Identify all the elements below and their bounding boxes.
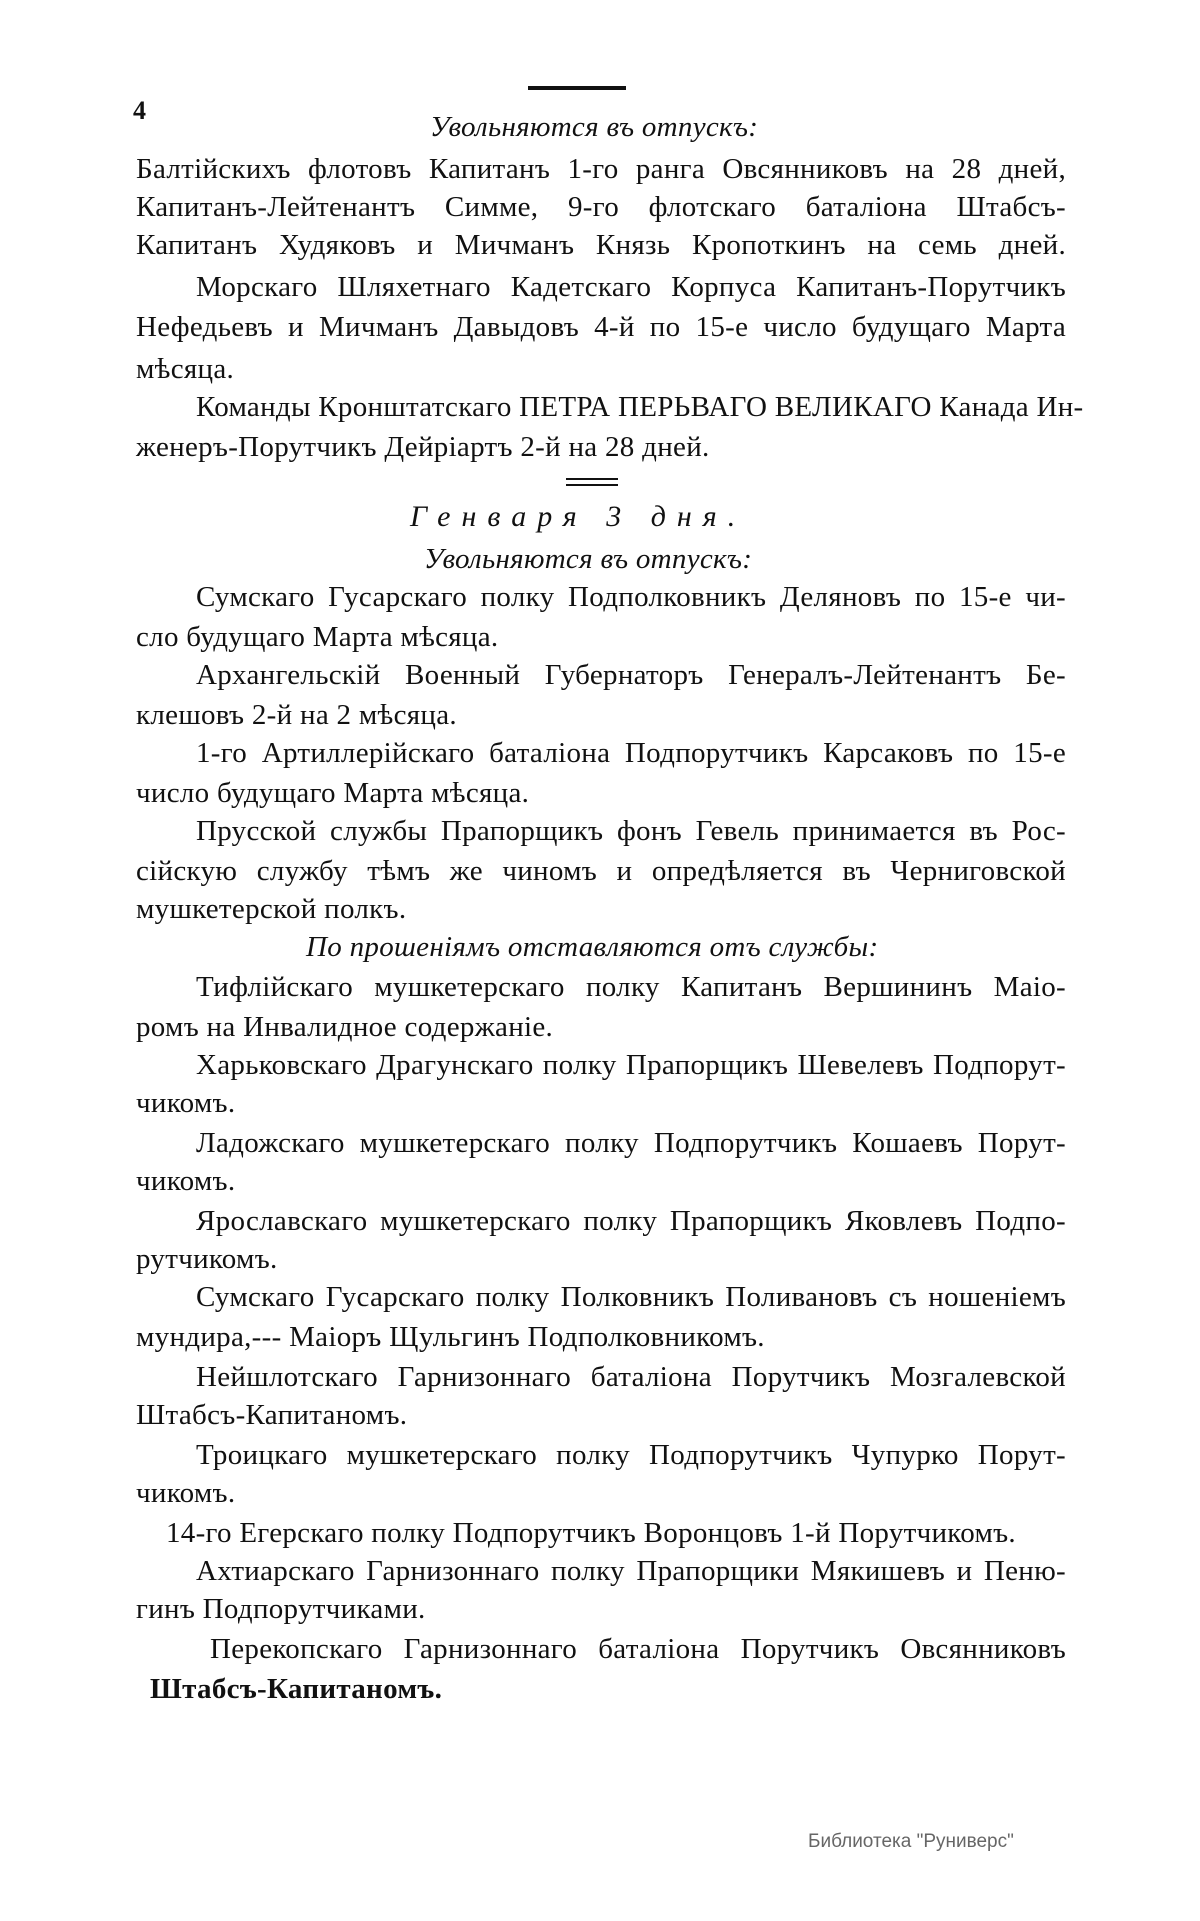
text-line: рутчикомъ. bbox=[136, 1243, 278, 1275]
text-line: женеръ-Порутчикъ Дейріартъ 2-й на 28 дней. bbox=[136, 431, 710, 463]
text-line: сло будущаго Марта мѣсяца. bbox=[136, 621, 499, 653]
text-line: Ладожскаго мушкетерскаго полку Подпорутчикъ Кошаевъ Порут- bbox=[196, 1127, 1066, 1159]
text-line: Троицкаго мушкетерскаго полку Подпорутчикъ Чупурко Порут- bbox=[196, 1439, 1066, 1471]
text-line: Перекопскаго Гарнизоннаго баталіона Порутчикъ Овсянниковъ bbox=[210, 1633, 1066, 1665]
text-line: Капитанъ-Лейтенантъ Симме, 9-го флотскаго баталіона Штабсъ- bbox=[136, 191, 1066, 223]
text-line: Прусской службы Прапорщикъ фонъ Гевель принимается въ Рос- bbox=[196, 815, 1066, 847]
text-line: Сумскаго Гусарскаго полку Подполковникъ Деляновъ по 15-е чи- bbox=[196, 581, 1066, 613]
text-line: Ахтиарскаго Гарнизоннаго полку Прапорщики Мякишевъ и Пеню- bbox=[196, 1555, 1066, 1587]
text-line: Капитанъ Худяковъ и Мичманъ Князь Кропоткинъ на семь дней. bbox=[136, 229, 1066, 261]
text-line: ромъ на Инвалидное содержаніе. bbox=[136, 1011, 554, 1043]
text-line: клешовъ 2-й на 2 мѣсяца. bbox=[136, 699, 457, 731]
text-line: 14-го Егерскаго полку Подпорутчикъ Воронцовъ 1-й Порутчикомъ. bbox=[166, 1517, 1016, 1549]
text-line: Штабсъ-Капитаномъ. bbox=[150, 1673, 443, 1705]
text-line: Морскаго Шляхетнаго Кадетскаго Корпуса Капитанъ-Порутчикъ bbox=[196, 271, 1066, 303]
text-line: мушкетерской полкъ. bbox=[136, 893, 407, 925]
text-line: Тифлійскаго мушкетерскаго полку Капитанъ Вершининъ Маіо- bbox=[196, 971, 1066, 1003]
text-line: чикомъ. bbox=[136, 1087, 236, 1119]
text-line: Нефедьевъ и Мичманъ Давыдовъ 4-й по 15-е число будущаго Марта bbox=[136, 311, 1066, 343]
text-line: чикомъ. bbox=[136, 1165, 236, 1197]
text-line: Штабсъ-Капитаномъ. bbox=[136, 1399, 408, 1431]
top-rule bbox=[528, 86, 626, 90]
section-heading-leave-2: Увольняются въ отпускъ: bbox=[424, 543, 753, 575]
text-line: чикомъ. bbox=[136, 1477, 236, 1509]
text-line: Команды Кронштатскаго ПЕТРА ПЕРЬВАГО ВЕЛИКАГО Канада Ин- bbox=[196, 391, 1084, 423]
library-watermark: Библиотека "Руниверс" bbox=[808, 1831, 1014, 1852]
text-line: мундира,--- Маіоръ Щульгинъ Подполковникомъ. bbox=[136, 1321, 765, 1353]
text-line: Харьковскаго Драгунскаго полку Прапорщикъ Шевелевъ Подпорут- bbox=[196, 1049, 1066, 1081]
text-line: Нейшлотскаго Гарнизоннаго баталіона Порутчикъ Мозгалевской bbox=[196, 1361, 1066, 1393]
page-number: 4 bbox=[133, 96, 146, 125]
text-line: мѣсяца. bbox=[136, 353, 235, 385]
text-line: Ярославскаго мушкетерскаго полку Прапорщикъ Яковлевъ Подпо- bbox=[196, 1205, 1066, 1237]
section-heading-retire: По прошеніямъ отставляются отъ службы: bbox=[306, 931, 879, 963]
text-line: гинъ Подпорутчиками. bbox=[136, 1593, 426, 1625]
text-line: сійскую службу тѣмъ же чиномъ и опредѣляется въ Черниговской bbox=[136, 855, 1066, 887]
section-divider bbox=[566, 478, 618, 480]
text-line: 1-го Артиллерійскаго баталіона Подпорутчикъ Карсаковъ по 15-е bbox=[196, 737, 1066, 769]
text-line: Архангельскій Военный Губернаторъ Генералъ-Лейтенантъ Бе- bbox=[196, 659, 1066, 691]
text-line: Сумскаго Гусарскаго полку Полковникъ Поливановъ съ ношеніемъ bbox=[196, 1281, 1066, 1313]
text-line: число будущаго Марта мѣсяца. bbox=[136, 777, 530, 809]
date-heading: Генваря 3 дня. bbox=[410, 500, 747, 533]
text-line: Балтійскихъ флотовъ Капитанъ 1-го ранга Овсянниковъ на 28 дней, bbox=[136, 153, 1066, 185]
section-heading-leave: Увольняются въ отпускъ: bbox=[430, 111, 759, 143]
